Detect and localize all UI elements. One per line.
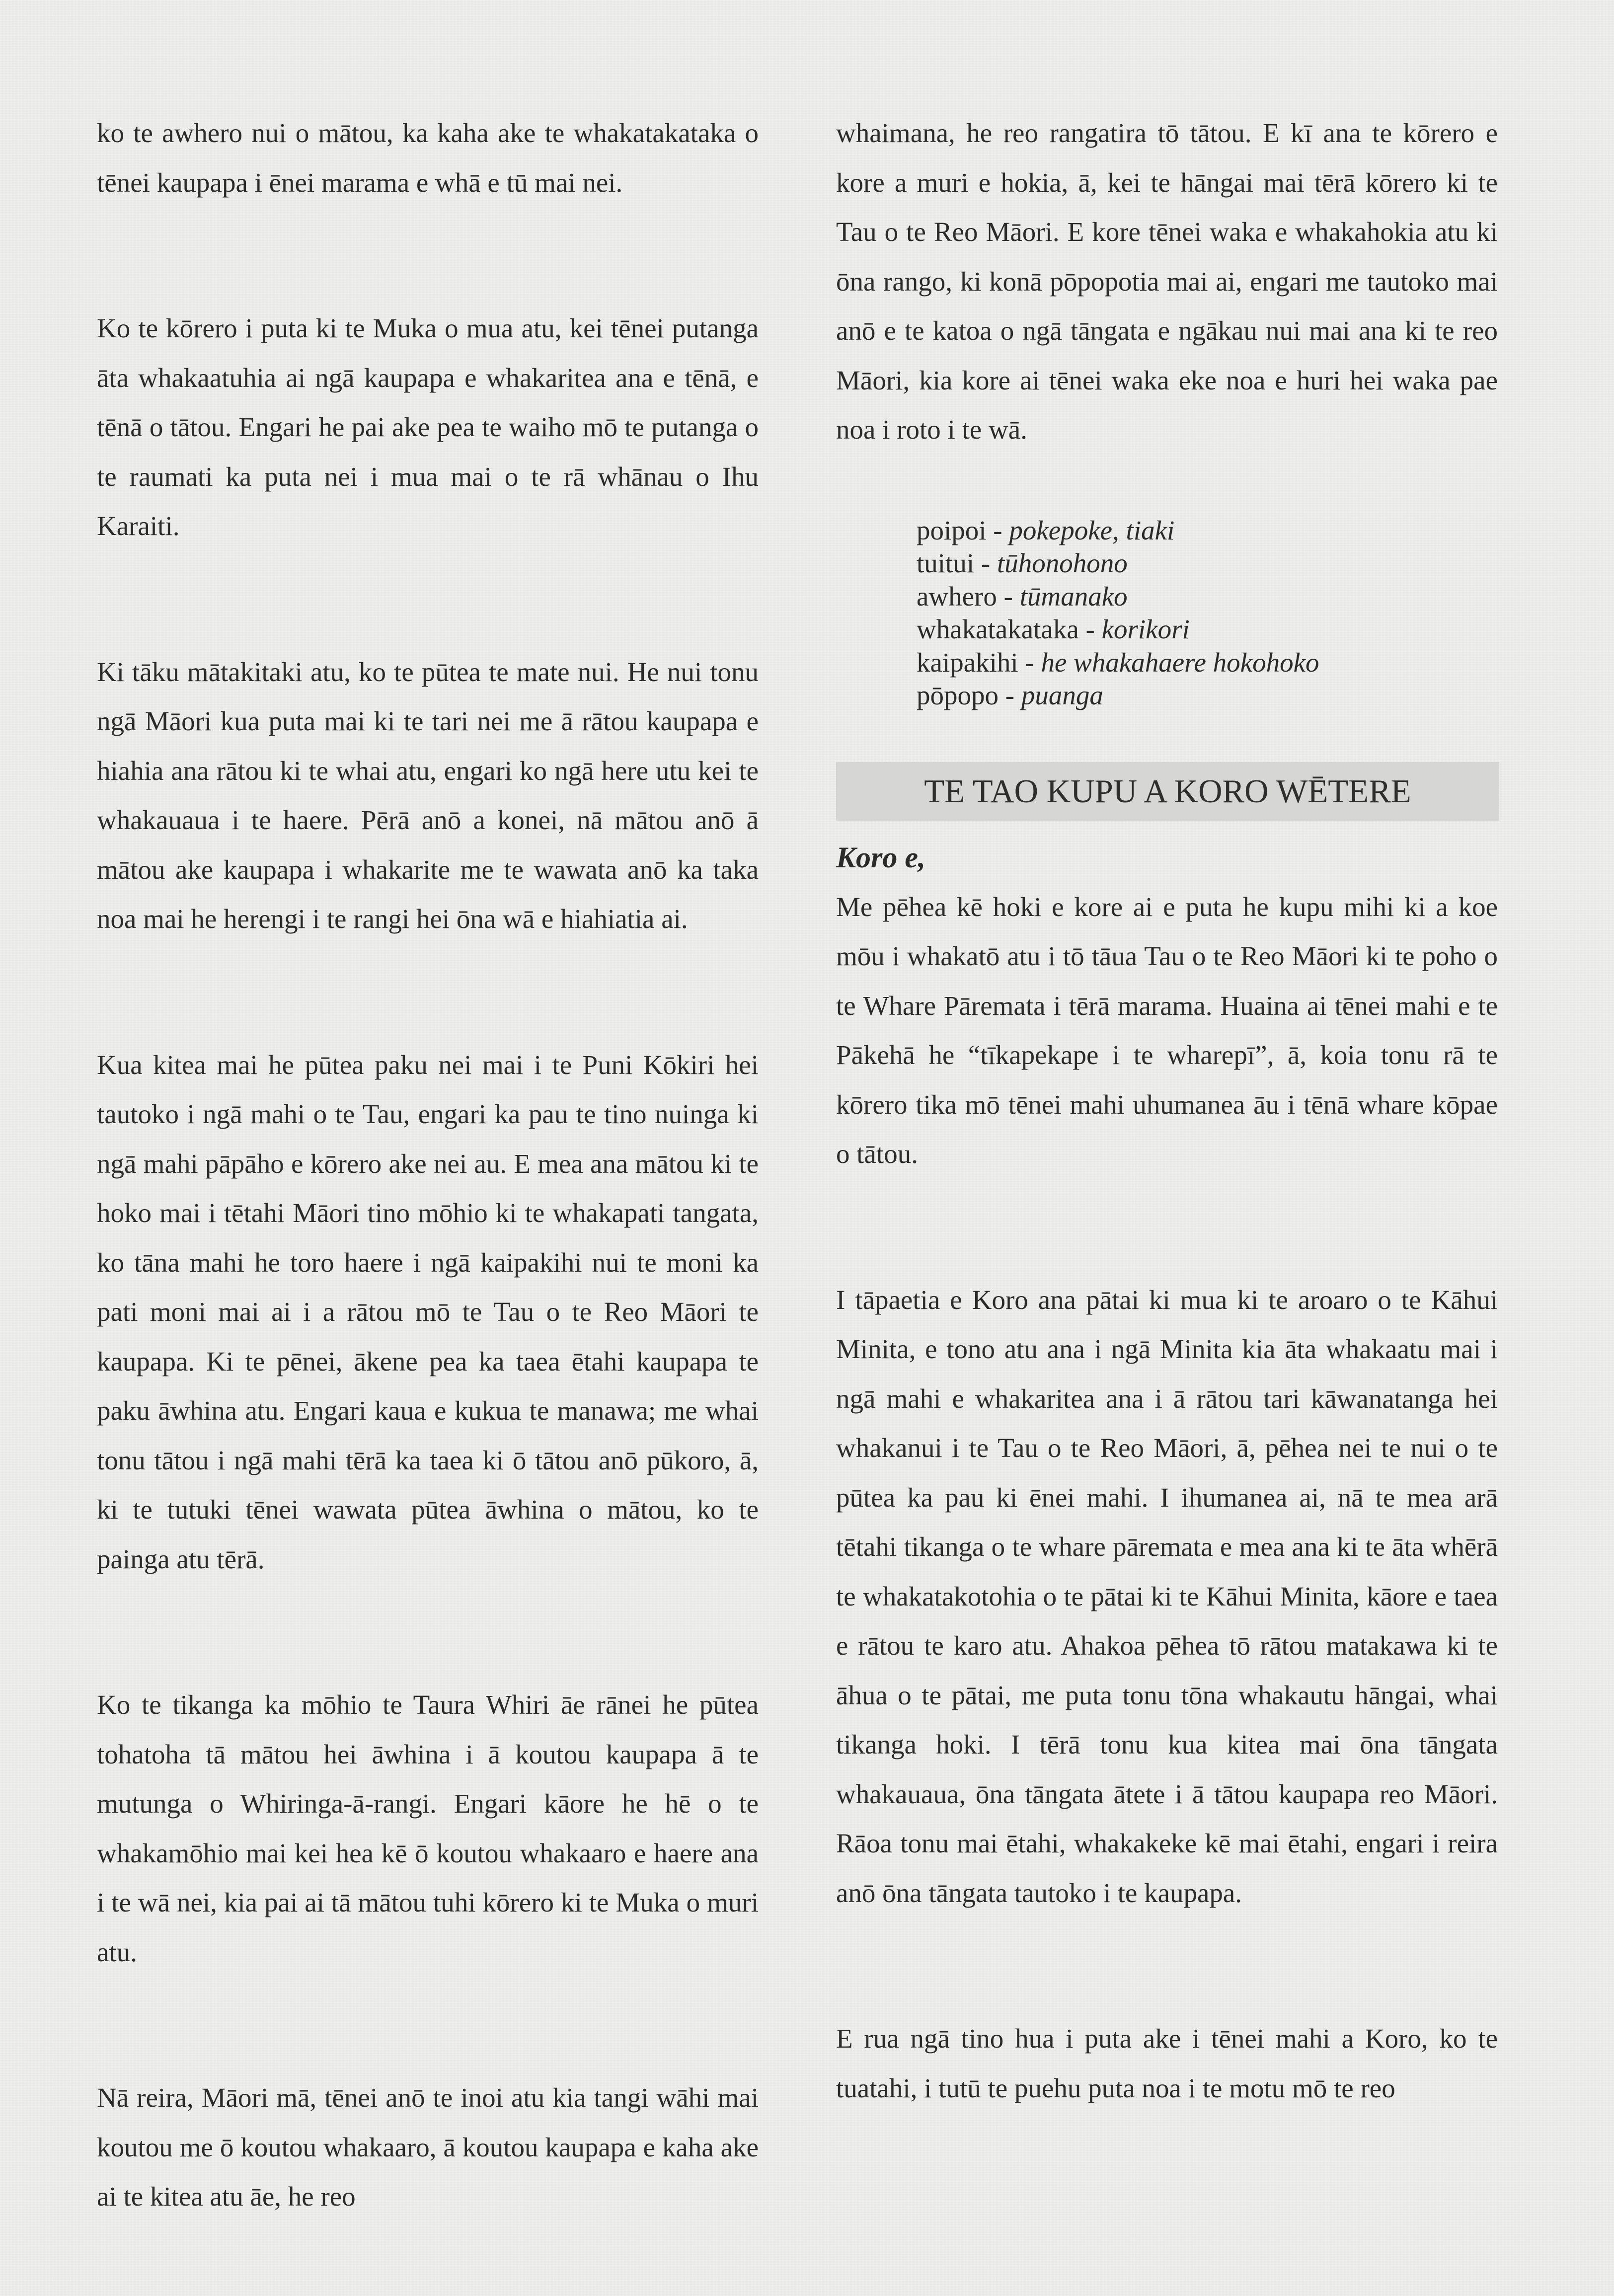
glossary-entry [917,580,1498,613]
left-column [97,108,759,2221]
body-paragraph: Ko te tikanga ka mōhio te Taura Whiri āe rānei he pūtea tohatoha tā mātou hei āwhina i ā koutou kaupapa ā te mutunga o Whiringa-ā-rangi. Engari kāore he hē o te whakamōhio mai kei hea kē ō koutou whakaaro e haere ana i te wā nei, kia pai ai tā mātou tuhi kōrero ki te Muka o muri atu. [97,1689,759,1967]
glossary-entry [917,646,1498,680]
body-paragraph: Nā reira, Māori mā, tēnei anō te inoi atu kia tangi wāhi mai koutou me ō koutou whakaaro, ā koutou kaupapa e kaha ake ai te kitea atu āe, he reo [97,2082,759,2212]
body-paragraph: Me pēhea kē hoki e kore ai e puta he kupu mihi ki a koe mōu i whakatō atu i tō tāua Tau o te Reo Māori ki te poho o te Whare Pāremata i tērā marama. Huaina ai tēnei mahi e te Pākehā he “tīkapekape i te wharepī”, ā, koia tonu rā te kōrero tika mō tēnei mahi uhumanea āu i tēnā whare kōpae o tātou. [836,891,1498,1169]
body-paragraph: Ko te kōrero i puta ki te Muka o mua atu, kei tēnei putanga āta whakaatuhia ai ngā kaupapa e whakaritea ana e tēnā, e tēnā o tātou. Engari he pai ake pea te waiho mō te putanga o te raumati ka puta nei i mua mai o te rā whānau o Ihu Karaiti. [97,313,759,541]
glossary-entry [917,679,1498,712]
glossary-list [917,514,1498,712]
glossary-definition: korikori [1101,614,1190,644]
salutation: Koro e, [836,841,925,874]
glossary-entry [917,613,1498,646]
glossary-definition: tūmanako [1019,581,1128,612]
paragraph-spacer [97,1977,759,2073]
section-title: TE TAO KUPU A KORO WĒTERE [836,762,1499,821]
body-paragraph: ko te awhero nui o mātou, ka kaha ake te whakatakataka o tēnei kaupapa i ēnei marama e whā e tū mai nei. [97,118,759,198]
body-paragraph: I tāpaetia e Koro ana pātai ki mua ki te aroaro o te Kāhui Minita, e tono atu ana i ngā Minita kia āta whakaatu mai i ngā mahi e whakaritea ana i ā rātou tari kāwanatanga hei whakanui i te Tau o te Reo Māori, ā, pēhea nei te nui o te pūtea ka pau ki ēnei mahi. I ihumanea ai, nā te mea arā tētahi tikanga o te whare pāremata e mea ana ki te āta whērā te whakatakotohia o te pātai ki te Kāhui Minita, kāore e taea e rātou te karo atu. Ahakoa pēhea tō rātou matakawa ki te āhua o te pātai, me puta tonu tōna whakautu hāngai, whai tikanga hoki. I tērā tonu kua kitea mai ōna tāngata whakauaua, ōna tāngata ātete i ā tātou kaupapa reo Māori. Rāoa tonu mai ētahi, whakakeke kē mai ētahi, engari i reira anō ōna tāngata tautoko i te kaupapa. [836,1284,1498,1908]
body-paragraph: Ki tāku mātakitaki atu, ko te pūtea te mate nui. He nui tonu ngā Māori kua puta mai ki te tari nei me ā rātou kaupapa e hiahia ana rātou ki te whai atu, engari ko ngā here utu kei te whakauaua i te haere. Pērā anō a konei, nā mātou anō ā mātou ake kaupapa i whakarite me te wawata anō ka taka noa mai he herengi i te rangi hei ōna wā e hiahiatia ai. [97,656,759,934]
paragraph-spacer [97,1584,759,1680]
body-paragraph: Kua kitea mai he pūtea paku nei mai i te Puni Kōkiri hei tautoko i ngā mahi o te Tau, engari ka pau te tino nuinga ki ngā mahi pāpāho e kōrero ake nei au. E mea ana mātou ki te hoko mai i tētahi Māori tino mōhio ki te whakapati tangata, ko tāna mahi he toro haere i ngā kaipakihi nui te moni ka pati moni mai ai i a rātou mō te Tau o te Reo Māori te kaupapa. Ki te pēnei, ākene pea ka taea ētahi kaupapa te paku āwhina atu. Engari kaua e kukua te manawa; me whai tonu tātou i ngā mahi tērā ka taea ki ō tātou anō pūkoro, ā, ki te tutuki tēnei wawata pūtea āwhina o mātou, ko te painga atu tērā. [97,1049,759,1574]
body-paragraph: E rua ngā tino hua i puta ake i tēnei mahi a Koro, ko te tuatahi, i tutū te puehu puta noa i te motu mō te reo [836,2023,1498,2103]
glossary-word: kaipakihi - [917,647,1041,678]
right-column [836,108,1498,2113]
glossary-word: pōpopo - [917,680,1021,710]
glossary-definition: tūhonohono [997,548,1128,578]
body-paragraph: whaimana, he reo rangatira tō tātou. E kī ana te kōrero e kore a muri e hokia, ā, kei te hāngai mai tērā kōrero ki te Tau o te Reo Māori. E kore tēnei waka e whakahokia atu ki ōna rango, ki konā pōpopotia mai ai, engari me tautoko mai anō e te katoa o ngā tāngata e ngākau nui mai ana ki te reo Māori, kia kore ai tēnei waka eke noa e huri hei waka pae noa i roto i te wā. [836,118,1498,445]
glossary-entry [917,547,1498,580]
glossary-word: poipoi - [917,515,1009,545]
paragraph-spacer [836,1179,1498,1275]
glossary-word: whakatakataka - [917,614,1102,644]
glossary-word: awhero - [917,581,1020,612]
glossary-definition: pokepoke, tiaki [1009,515,1175,545]
glossary-word: tuitui - [917,548,997,578]
glossary-definition: puanga [1021,680,1103,710]
paragraph-spacer [836,1917,1498,2014]
paragraph-spacer [97,207,759,304]
glossary-entry [917,514,1498,547]
paragraph-spacer [97,944,759,1040]
glossary-definition: he whakahaere hokohoko [1041,647,1319,678]
paragraph-spacer [97,551,759,647]
